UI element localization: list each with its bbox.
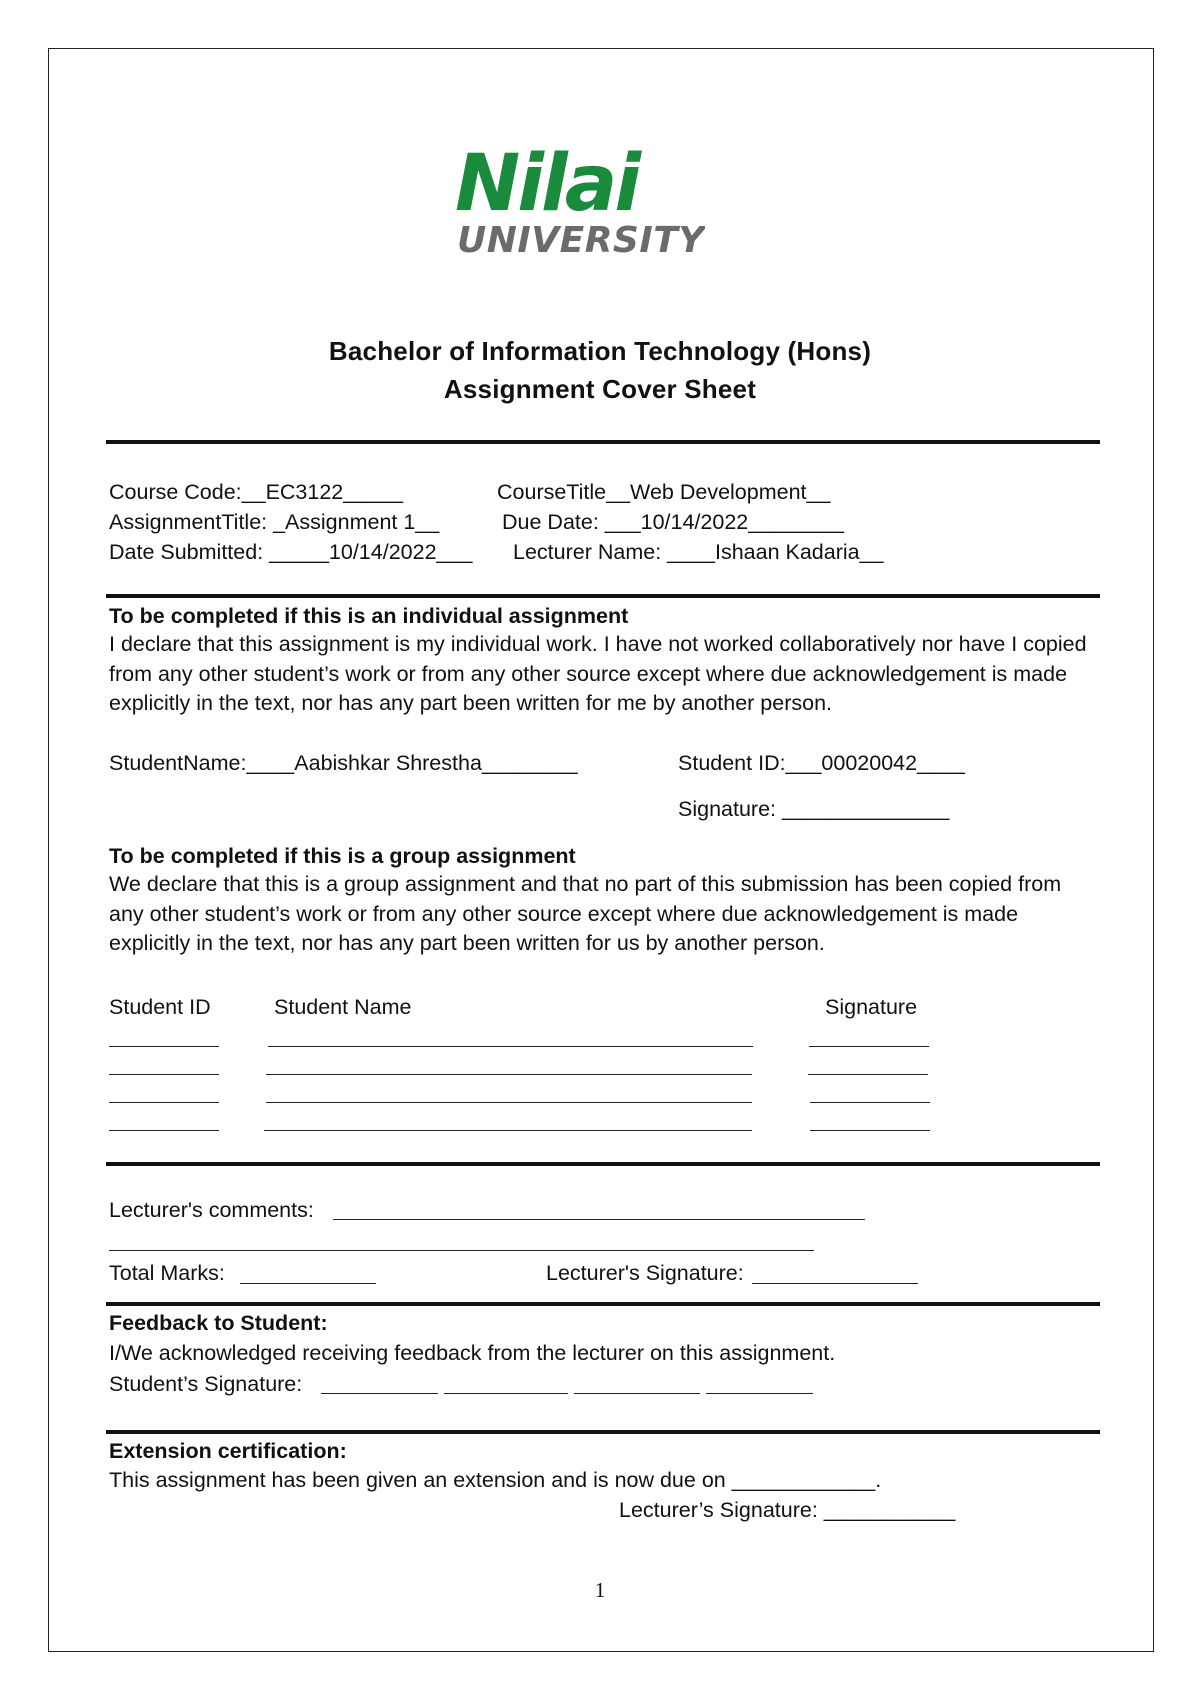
- student-id: Student ID:___00020042____: [678, 751, 965, 775]
- svg-text:Nilai: Nilai: [455, 140, 639, 229]
- divider: [106, 1430, 1100, 1434]
- individual-declaration: I declare that this assignment is my individual work. I have not worked collaboratively nor have I copied from any other student’s work or from any other source except where due acknowledgement is made explicitly in the text, nor has any part been written for me by another person.: [109, 632, 1087, 715]
- group-declaration: We declare that this is a group assignment and that no part of this submission has been copied from any other student’s work or from any other source except where due acknowledgement is made explicitly in the text, nor has any part been written for us by another person.: [109, 872, 1062, 955]
- blank-line: [808, 1074, 928, 1075]
- extension-text: This assignment has been given an extension and is now due on ____________.: [109, 1468, 882, 1492]
- student-name: StudentName:____Aabishkar Shrestha________: [109, 751, 578, 775]
- extension-lecturer-signature: Lecturer’s Signature: ___________: [619, 1498, 956, 1522]
- divider: [106, 440, 1100, 444]
- assignment-title: AssignmentTitle: _Assignment 1__: [109, 510, 440, 534]
- blank-line: [266, 1074, 752, 1075]
- divider: [106, 594, 1100, 598]
- divider: [106, 1162, 1100, 1166]
- total-marks-label: Total Marks:: [109, 1261, 225, 1285]
- lecturer-signature-line: [752, 1283, 918, 1284]
- university-logo: [455, 140, 705, 260]
- signature-line: [321, 1393, 438, 1394]
- blank-line: [268, 1046, 753, 1047]
- lecturer-name: Lecturer Name: ____Ishaan Kadaria__: [513, 540, 884, 564]
- col-signature: Signature: [825, 995, 918, 1019]
- page-number: 1: [594, 1578, 606, 1602]
- col-student-name: Student Name: [274, 995, 412, 1019]
- sheet-title: Assignment Cover Sheet: [443, 374, 757, 404]
- signature-line: [574, 1393, 700, 1394]
- individual-signature: Signature: ______________: [678, 797, 950, 821]
- date-submitted: Date Submitted: _____10/14/2022___: [109, 540, 473, 564]
- blank-line: [266, 1102, 752, 1103]
- individual-heading: To be completed if this is an individual assignment: [109, 604, 629, 628]
- blank-line: [810, 1102, 930, 1103]
- lecturer-signature-label: Lecturer's Signature:: [546, 1261, 744, 1285]
- program-title: Bachelor of Information Technology (Hons): [328, 336, 872, 366]
- feedback-text: I/We acknowledged receiving feedback from the lecturer on this assignment.: [109, 1341, 836, 1365]
- due-date: Due Date: ___10/14/2022________: [502, 510, 844, 534]
- group-heading: To be completed if this is a group assignment: [109, 844, 576, 868]
- signature-line: [706, 1393, 813, 1394]
- blank-line: [109, 1130, 219, 1131]
- course-code: Course Code:__EC3122_____: [109, 480, 404, 504]
- blank-line: [109, 1046, 219, 1047]
- feedback-heading: Feedback to Student:: [109, 1311, 328, 1335]
- blank-line: [109, 1074, 219, 1075]
- comments-line: [333, 1219, 865, 1220]
- col-student-id: Student ID: [109, 995, 211, 1019]
- signature-line: [444, 1393, 568, 1394]
- course-title: CourseTitle__Web Development__: [497, 480, 831, 504]
- student-signature-label: Student’s Signature:: [109, 1372, 303, 1396]
- blank-line: [810, 1130, 930, 1131]
- extension-heading: Extension certification:: [109, 1439, 347, 1463]
- comments-line: [109, 1250, 814, 1251]
- total-marks-line: [240, 1283, 376, 1284]
- divider: [106, 1302, 1100, 1306]
- blank-line: [109, 1102, 219, 1103]
- blank-line: [809, 1046, 929, 1047]
- blank-line: [264, 1130, 752, 1131]
- svg-text:UNIVERSITY: UNIVERSITY: [457, 220, 705, 260]
- lecturer-comments-label: Lecturer's comments:: [109, 1198, 314, 1222]
